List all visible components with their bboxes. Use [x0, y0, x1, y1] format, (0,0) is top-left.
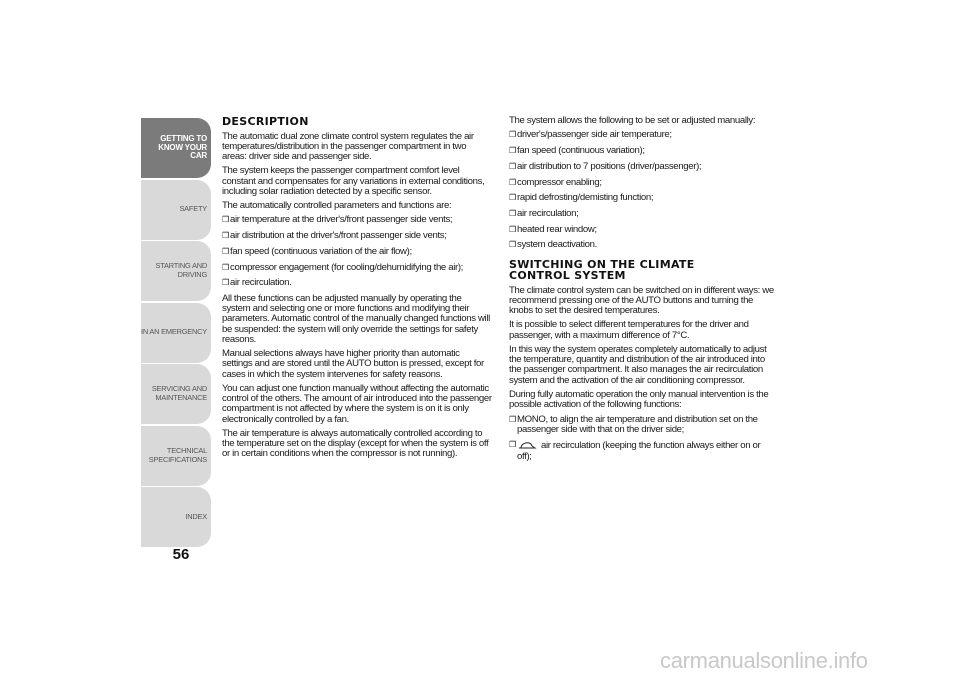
- list-item: [509, 225, 777, 235]
- watermark: carmanualsonline.info: [660, 648, 868, 673]
- checkbox-bullet-icon: ❒: [509, 414, 516, 424]
- tab-servicing-and-maintenance[interactable]: SERVICING AND MAINTENANCE: [141, 364, 211, 424]
- checkbox-bullet-icon: ❒: [222, 262, 229, 272]
- list-item-text: air recirculation.: [230, 277, 292, 289]
- paragraph: In this way the system operates completely automatically to adjust the temperature, quantity and distribution of the air introduced into the passenger compartment. It also manages the air recirculation system and the activation of the air conditioning compressor.: [509, 343, 767, 386]
- checkbox-bullet-icon: ❒: [509, 146, 516, 156]
- paragraph: It is possible to select different temperatures for the driver and passenger, with a maximum difference of 7°C.: [509, 319, 749, 341]
- list-item: [509, 146, 777, 156]
- list-item-text: MONO, to align the air temperature and distribution set on the passenger side with that on the driver side;: [517, 413, 758, 435]
- checkbox-bullet-icon: ❒: [222, 246, 229, 256]
- tab-getting-to-know-your-car[interactable]: GETTING TO KNOW YOUR CAR: [141, 118, 211, 178]
- checkbox-bullet-icon: ❒: [509, 177, 516, 187]
- checkbox-bullet-icon: ❒: [509, 130, 516, 140]
- list-item: [509, 193, 777, 203]
- tab-in-an-emergency[interactable]: IN AN EMERGENCY: [141, 303, 211, 363]
- list-item: [509, 178, 777, 188]
- list-item-text: rapid defrosting/demisting function;: [517, 192, 654, 204]
- list-item-text: compressor engagement (for cooling/dehumidifying the air);: [230, 261, 463, 273]
- section-heading-switching-on: SWITCHING ON THE CLIMATE CONTROL SYSTEM: [509, 257, 695, 283]
- list-item-text: driver's/passenger side air temperature;: [517, 129, 672, 141]
- checkbox-bullet-icon: ❒: [509, 161, 516, 171]
- list-item: [509, 162, 777, 172]
- list-item: [509, 209, 777, 219]
- paragraph: All these functions can be adjusted manually by operating the system and selecting one or more functions and modifying their parameters. Automatic control of the manually changed functions will be suspended: the system will only override the settings for safety reasons.: [222, 293, 490, 345]
- paragraph: The automatic dual zone climate control system regulates the air temperatures/distribution in the passenger compartment in two areas: driver side and passenger side.: [222, 130, 474, 162]
- checkbox-bullet-icon: ❒: [509, 193, 516, 203]
- checkbox-bullet-icon: ❒: [509, 224, 516, 234]
- tab-safety[interactable]: SAFETY: [141, 180, 211, 240]
- paragraph: The system keeps the passenger compartment comfort level constant and compensates for any variations in external conditions, including solar radiation detected by a specific sensor.: [222, 165, 485, 197]
- paragraph: The climate control system can be switched on in different ways: we recommend pressing one of the AUTO buttons and turning the knobs to set the desired temperatures.: [509, 284, 774, 316]
- tab-starting-and-driving[interactable]: STARTING AND DRIVING: [141, 241, 211, 301]
- paragraph: Manual selections always have higher priority than automatic settings and are stored until the AUTO button is pressed, except for cases in which the system intervenes for safety reasons.: [222, 348, 484, 380]
- list-item-text: fan speed (continuous variation);: [517, 145, 645, 157]
- list-item: [222, 247, 492, 257]
- checkbox-bullet-icon: ❒: [222, 278, 229, 288]
- list-item: [222, 231, 492, 241]
- list-item-text: air distribution at the driver's/front passenger side vents;: [230, 230, 447, 242]
- list-item-text: air distribution to 7 positions (driver/passenger);: [517, 160, 702, 172]
- checkbox-bullet-icon: ❒: [222, 231, 229, 241]
- list-item-text: compressor enabling;: [517, 176, 602, 188]
- chapter-sidebar: [141, 118, 211, 549]
- left-column: [222, 116, 492, 464]
- paragraph: The system allows the following to be set or adjusted manually:: [509, 115, 756, 126]
- paragraph: The automatically controlled parameters and functions are:: [222, 200, 452, 212]
- tab-index[interactable]: INDEX: [141, 487, 211, 547]
- list-item: [509, 240, 777, 250]
- list-item: [509, 130, 777, 140]
- list-item: [222, 263, 492, 273]
- list-item-text: system deactivation.: [517, 239, 597, 251]
- right-column: [509, 116, 777, 467]
- list-item-text: heated rear window;: [517, 223, 597, 235]
- list-item-text: air temperature at the driver's/front passenger side vents;: [230, 214, 453, 226]
- list-item: [509, 415, 777, 435]
- page-number: 56: [172, 546, 190, 563]
- list-item: [222, 215, 492, 225]
- checkbox-bullet-icon: ❒: [222, 215, 229, 225]
- list-item: [509, 440, 777, 461]
- paragraph: You can adjust one function manually without affecting the automatic control of the others. The amount of air introduced into the passenger compartment is not affected by where the system is on it is only electronically controlled by a fan.: [222, 383, 492, 425]
- section-heading-description: DESCRIPTION: [222, 115, 309, 128]
- list-item: [222, 278, 492, 288]
- paragraph: During fully automatic operation the only manual intervention is the possible activation of the following functions:: [509, 388, 769, 411]
- list-item-text: fan speed (continuous variation of the air flow);: [230, 245, 412, 257]
- checkbox-bullet-icon: ❒: [509, 208, 516, 218]
- checkbox-bullet-icon: ❒: [509, 440, 516, 450]
- list-item-text-wrap: [517, 440, 777, 461]
- checkbox-bullet-icon: ❒: [509, 240, 516, 250]
- tab-technical-specifications[interactable]: TECHNICAL SPECIFICATIONS: [141, 426, 211, 486]
- list-item-text: air recirculation (keeping the function always either on or off);: [517, 440, 761, 462]
- list-item-text: air recirculation;: [517, 207, 579, 219]
- air-recirculation-icon: [517, 440, 537, 450]
- paragraph: The air temperature is always automatically controlled according to the temperature set on the display (except for when the system is off or in certain conditions when the compressor is not running).: [222, 428, 489, 460]
